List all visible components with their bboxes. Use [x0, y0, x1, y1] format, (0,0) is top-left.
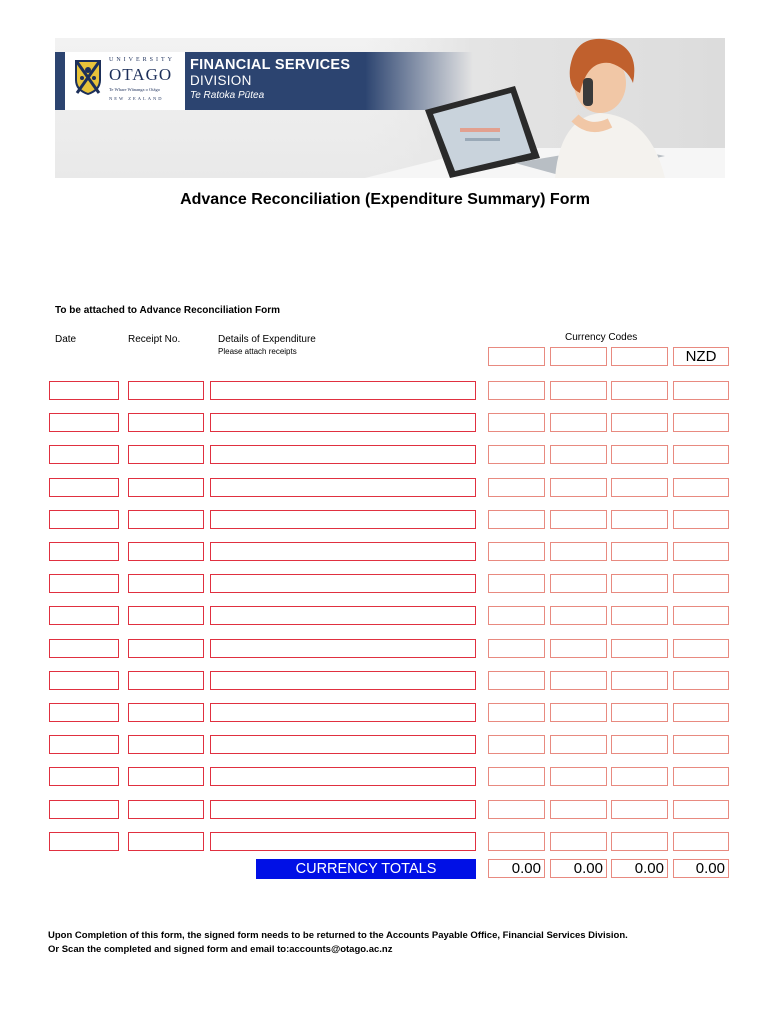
- total-field-1[interactable]: 0.00: [488, 859, 545, 878]
- details-field[interactable]: [210, 542, 476, 561]
- details-field[interactable]: [210, 445, 476, 464]
- date-field[interactable]: [49, 832, 119, 851]
- receipt-field[interactable]: [128, 510, 204, 529]
- amount-field-2[interactable]: [550, 574, 607, 593]
- amount-field-1[interactable]: [488, 832, 545, 851]
- amount-field-3[interactable]: [611, 381, 668, 400]
- receipt-field[interactable]: [128, 574, 204, 593]
- total-field-4[interactable]: 0.00: [673, 859, 729, 878]
- date-field[interactable]: [49, 478, 119, 497]
- amount-field-4[interactable]: [673, 445, 729, 464]
- receipt-field[interactable]: [128, 671, 204, 690]
- university-logo: [65, 52, 185, 110]
- amount-field-1[interactable]: [488, 767, 545, 786]
- amount-field-1[interactable]: [488, 703, 545, 722]
- amount-field-1[interactable]: [488, 478, 545, 497]
- details-field[interactable]: [210, 510, 476, 529]
- details-field[interactable]: [210, 574, 476, 593]
- details-field[interactable]: [210, 703, 476, 722]
- amount-field-2[interactable]: [550, 510, 607, 529]
- crest-icon: [73, 58, 103, 96]
- amount-field-4[interactable]: [673, 735, 729, 754]
- amount-field-4[interactable]: [673, 767, 729, 786]
- date-column-header: Date: [55, 334, 77, 345]
- amount-field-3[interactable]: [611, 735, 668, 754]
- amount-field-4[interactable]: [673, 639, 729, 658]
- amount-field-4[interactable]: [673, 574, 729, 593]
- amount-field-2[interactable]: [550, 478, 607, 497]
- date-field[interactable]: [49, 542, 119, 561]
- footer-instructions: [48, 929, 668, 957]
- receipt-field[interactable]: [128, 445, 204, 464]
- division-title: FINANCIAL SERVICES: [190, 57, 351, 73]
- amount-field-4[interactable]: [673, 703, 729, 722]
- details-field[interactable]: [210, 800, 476, 819]
- receipt-field[interactable]: [128, 606, 204, 625]
- amount-field-1[interactable]: [488, 606, 545, 625]
- amount-field-1[interactable]: [488, 639, 545, 658]
- amount-field-2[interactable]: [550, 735, 607, 754]
- date-field[interactable]: [49, 606, 119, 625]
- currency-code-field-3[interactable]: [611, 347, 668, 366]
- amount-field-1[interactable]: [488, 800, 545, 819]
- university-country: NEW ZEALAND: [109, 96, 164, 101]
- amount-field-3[interactable]: [611, 445, 668, 464]
- amount-field-2[interactable]: [550, 703, 607, 722]
- details-column-note: Please attach receipts: [218, 347, 297, 356]
- details-field[interactable]: [210, 767, 476, 786]
- receipt-field[interactable]: [128, 478, 204, 497]
- details-field[interactable]: [210, 606, 476, 625]
- amount-field-3[interactable]: [611, 413, 668, 432]
- amount-field-2[interactable]: [550, 606, 607, 625]
- division-maori-name: Te Ratoka Pūtea: [190, 90, 265, 101]
- amount-field-4[interactable]: [673, 800, 729, 819]
- receipt-field[interactable]: [128, 767, 204, 786]
- date-field[interactable]: [49, 767, 119, 786]
- amount-field-1[interactable]: [488, 445, 545, 464]
- form-title: Advance Reconciliation (Expenditure Summary) Form: [180, 191, 590, 208]
- footer-email-note: Or Scan the completed and signed form and email to:accounts@otago.ac.nz: [48, 944, 393, 955]
- amount-field-2[interactable]: [550, 671, 607, 690]
- receipt-field[interactable]: [128, 542, 204, 561]
- date-field[interactable]: [49, 703, 119, 722]
- currency-totals-label: CURRENCY TOTALS: [256, 859, 476, 879]
- amount-field-4[interactable]: [673, 381, 729, 400]
- amount-field-3[interactable]: [611, 606, 668, 625]
- details-field[interactable]: [210, 639, 476, 658]
- amount-field-4[interactable]: [673, 606, 729, 625]
- footer-return-note: Upon Completion of this form, the signed form needs to be returned to the Accounts Payable Office, Financial Services Division.: [48, 930, 628, 941]
- currency-code-field-1[interactable]: [488, 347, 545, 366]
- receipt-field[interactable]: [128, 413, 204, 432]
- details-field[interactable]: [210, 832, 476, 851]
- receipt-field[interactable]: [128, 735, 204, 754]
- header-banner: [55, 38, 725, 178]
- amount-field-3[interactable]: [611, 542, 668, 561]
- details-field[interactable]: [210, 671, 476, 690]
- amount-field-3[interactable]: [611, 574, 668, 593]
- amount-field-1[interactable]: [488, 381, 545, 400]
- amount-field-4[interactable]: [673, 671, 729, 690]
- amount-field-3[interactable]: [611, 671, 668, 690]
- receipt-field[interactable]: [128, 832, 204, 851]
- attach-note: To be attached to Advance Reconciliation Form: [55, 305, 281, 316]
- amount-field-3[interactable]: [611, 639, 668, 658]
- date-field[interactable]: [49, 413, 119, 432]
- university-small-text: UNIVERSITY: [109, 57, 175, 63]
- division-subtitle: DIVISION: [190, 73, 252, 88]
- amount-field-4[interactable]: [673, 413, 729, 432]
- date-field[interactable]: [49, 445, 119, 464]
- amount-field-1[interactable]: [488, 735, 545, 754]
- amount-field-3[interactable]: [611, 478, 668, 497]
- total-field-3[interactable]: 0.00: [611, 859, 668, 878]
- date-field[interactable]: [49, 510, 119, 529]
- currency-code-field-2[interactable]: [550, 347, 607, 366]
- receipt-field[interactable]: [128, 800, 204, 819]
- amount-field-2[interactable]: [550, 767, 607, 786]
- details-field[interactable]: [210, 381, 476, 400]
- currency-code-field-4[interactable]: NZD: [673, 347, 729, 366]
- amount-field-1[interactable]: [488, 413, 545, 432]
- receipt-column-header: Receipt No.: [128, 334, 181, 345]
- receipt-field[interactable]: [128, 381, 204, 400]
- date-field[interactable]: [49, 574, 119, 593]
- amount-field-4[interactable]: [673, 832, 729, 851]
- university-name: OTAGO: [109, 65, 173, 84]
- date-field[interactable]: [49, 639, 119, 658]
- amount-field-2[interactable]: [550, 445, 607, 464]
- total-field-2[interactable]: 0.00: [550, 859, 607, 878]
- amount-field-4[interactable]: [673, 542, 729, 561]
- details-column-header: Details of Expenditure: [218, 334, 316, 345]
- receipt-field[interactable]: [128, 703, 204, 722]
- date-field[interactable]: [49, 735, 119, 754]
- amount-field-2[interactable]: [550, 832, 607, 851]
- amount-field-3[interactable]: [611, 510, 668, 529]
- date-field[interactable]: [49, 671, 119, 690]
- amount-field-1[interactable]: [488, 542, 545, 561]
- receipt-field[interactable]: [128, 639, 204, 658]
- amount-field-1[interactable]: [488, 671, 545, 690]
- date-field[interactable]: [49, 381, 119, 400]
- banner-photo: [365, 38, 725, 178]
- amount-field-3[interactable]: [611, 703, 668, 722]
- amount-field-4[interactable]: [673, 478, 729, 497]
- amount-field-2[interactable]: [550, 381, 607, 400]
- date-field[interactable]: [49, 800, 119, 819]
- currency-codes-header: Currency Codes: [565, 332, 638, 343]
- amount-field-3[interactable]: [611, 767, 668, 786]
- amount-field-2[interactable]: [550, 413, 607, 432]
- details-field[interactable]: [210, 735, 476, 754]
- amount-field-1[interactable]: [488, 510, 545, 529]
- university-maori-name: Te Whare Wānanga o Otāgo: [109, 87, 160, 92]
- amount-field-3[interactable]: [611, 832, 668, 851]
- amount-field-3[interactable]: [611, 800, 668, 819]
- details-field[interactable]: [210, 478, 476, 497]
- amount-field-2[interactable]: [550, 639, 607, 658]
- amount-field-2[interactable]: [550, 542, 607, 561]
- amount-field-1[interactable]: [488, 574, 545, 593]
- amount-field-2[interactable]: [550, 800, 607, 819]
- amount-field-4[interactable]: [673, 510, 729, 529]
- details-field[interactable]: [210, 413, 476, 432]
